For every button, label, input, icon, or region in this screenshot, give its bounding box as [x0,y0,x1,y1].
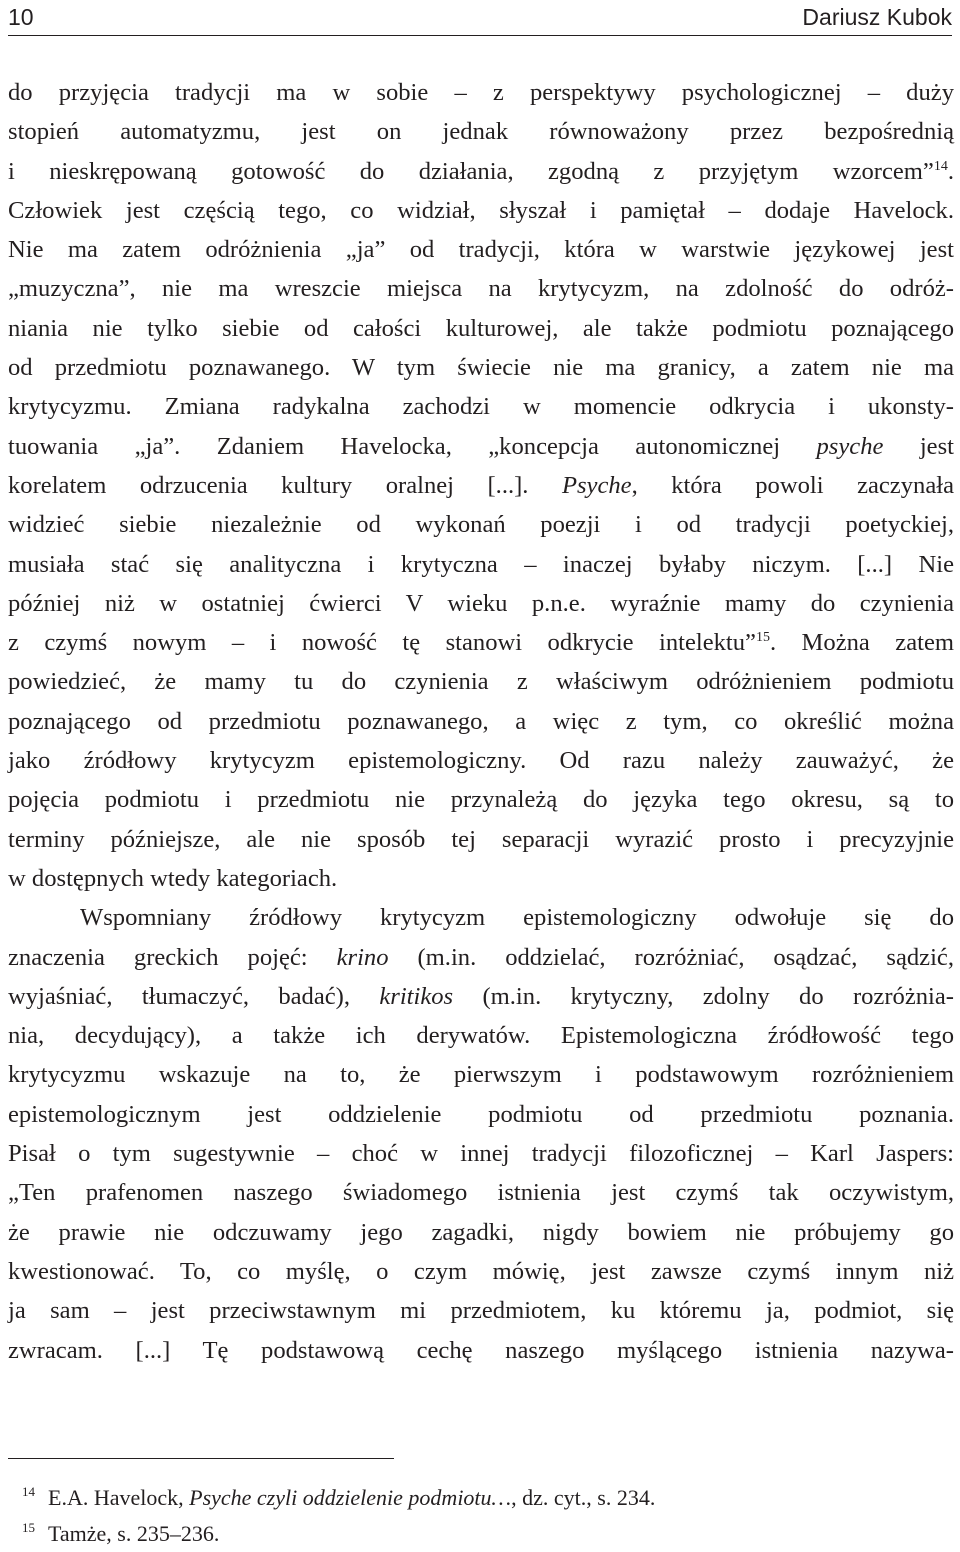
text-line: zwracam. [...] Tę podstawową cechę naszego myślącego istnienia nazywa- [8,1336,954,1364]
text-line: pojęcia podmiotu i przedmiotu nie przynależą do języka tego okresu, są to [8,786,954,814]
text-line: Pisał o tym sugestywnie – choć w innej tradycji filozoficznej – Karl Jaspers: [8,1140,954,1168]
footnote-separator [8,1458,394,1459]
footnote-ref-15: 15 [755,630,770,646]
text-line: korelatem odrzucenia kultury oralnej [...]. Psyche, która powoli zaczynała [8,471,954,499]
running-header-author: Dariusz Kubok [802,4,952,30]
text-line: do przyjęcia tradycji ma w sobie – z perspektywy psychologicznej – duży [8,79,954,106]
text-line: że prawie nie odczuwamy jego zagadki, nigdy bowiem nie próbujemy go [8,1218,954,1246]
page-number: 10 [8,4,34,30]
text-line: wyjaśniać, tłumaczyć, badać), kritikos (m.in. krytyczny, zdolny do rozróżnia- [8,982,954,1010]
text-line: terminy późniejsze, ale nie sposób tej separacji wyrazić prosto i precyzyjnie [8,825,954,853]
text-line: później niż w ostatniej ćwierci V wieku p.n.e. wyraźnie mamy do czynienia [8,589,954,617]
text-line: stopień automatyzmu, jest on jednak równoważony przez bezpośrednią [8,118,954,146]
text-line: tuowania „ja”. Zdaniem Havelocka, „koncepcja autonomicznej psyche jest [8,432,954,460]
text-line: poznającego od przedmiotu poznawanego, a więc z tym, co określić można [8,707,954,735]
text-line: ja sam – jest przeciwstawnym mi przedmiotem, ku któremu ja, podmiot, się [8,1297,954,1325]
footnote-ref-14: 14 [933,158,948,174]
text-line: „Ten prafenomen naszego świadomego istnienia jest czymś tak oczywistym, [8,1179,954,1207]
text-line: Nie ma zatem odróżnienia „ja” od tradycji, która w warstwie językowej jest [8,236,954,264]
footnote-14: $^{14}$ E.A. Havelock, Psyche czyli oddzielenie podmiotu…, dz. cyt., s. 234. [22,1484,656,1510]
footnotes [22,1480,922,1552]
text-line: epistemologicznym jest oddzielenie podmiotu od przedmiotu poznania. [8,1100,954,1128]
text-line: krytycyzmu wskazuje na to, że pierwszym i podstawowym rozróżnieniem [8,1061,954,1089]
text-line: znaczenia greckich pojęć: krino (m.in. oddzielać, rozróżniać, osądzać, sądzić, [8,943,954,971]
text-line: i nieskrępowaną gotowość do działania, zgodną z przyjętym wzorcem”$^{14}$. [8,157,954,185]
text-line: jako źródłowy krytycyzm epistemologiczny. Od razu należy zauważyć, że [8,747,954,775]
text-line: „muzyczna”, nie ma wreszcie miejsca na krytycyzm, na zdolność do odróż- [8,275,954,303]
text-line: Człowiek jest częścią tego, co widział, słyszał i pamiętał – dodaje Havelock. [8,196,954,224]
text-line: od przedmiotu poznawanego. W tym świecie nie ma granicy, a zatem nie ma [8,354,954,382]
text-line: Wspomniany źródłowy krytycyzm epistemologiczny odwołuje się do [80,904,954,932]
text-line: w dostępnych wtedy kategoriach. [8,864,338,892]
text-line: krytycyzmu. Zmiana radykalna zachodzi w momencie odkrycia i ukonsty- [8,393,954,421]
text-line: powiedzieć, że mamy tu do czynienia z właściwym odróżnieniem podmiotu [8,668,954,696]
running-header [8,0,952,36]
text-line: widzieć siebie niezależnie od wykonań poezji i od tradycji poetyckiej, [8,511,954,539]
text-line: z czymś nowym – i nowość tę stanowi odkrycie intelektu”$^{15}$. Można zatem [8,629,954,657]
text-line: nia, decydujący), a także ich derywatów. Epistemologiczna źródłowość tego [8,1022,954,1050]
text-line: kwestionować. To, co myślę, o czym mówię, jest zawsze czymś innym niż [8,1257,954,1285]
footnote-15: $^{15}$ Tamże, s. 235–236. [22,1520,220,1546]
text-line: niania nie tylko siebie od całości kulturowej, ale także podmiotu poznającego [8,314,954,342]
main-text [8,73,954,1370]
text-line: musiała stać się analityczna i krytyczna – inaczej byłaby niczym. [...] Nie [8,550,954,578]
